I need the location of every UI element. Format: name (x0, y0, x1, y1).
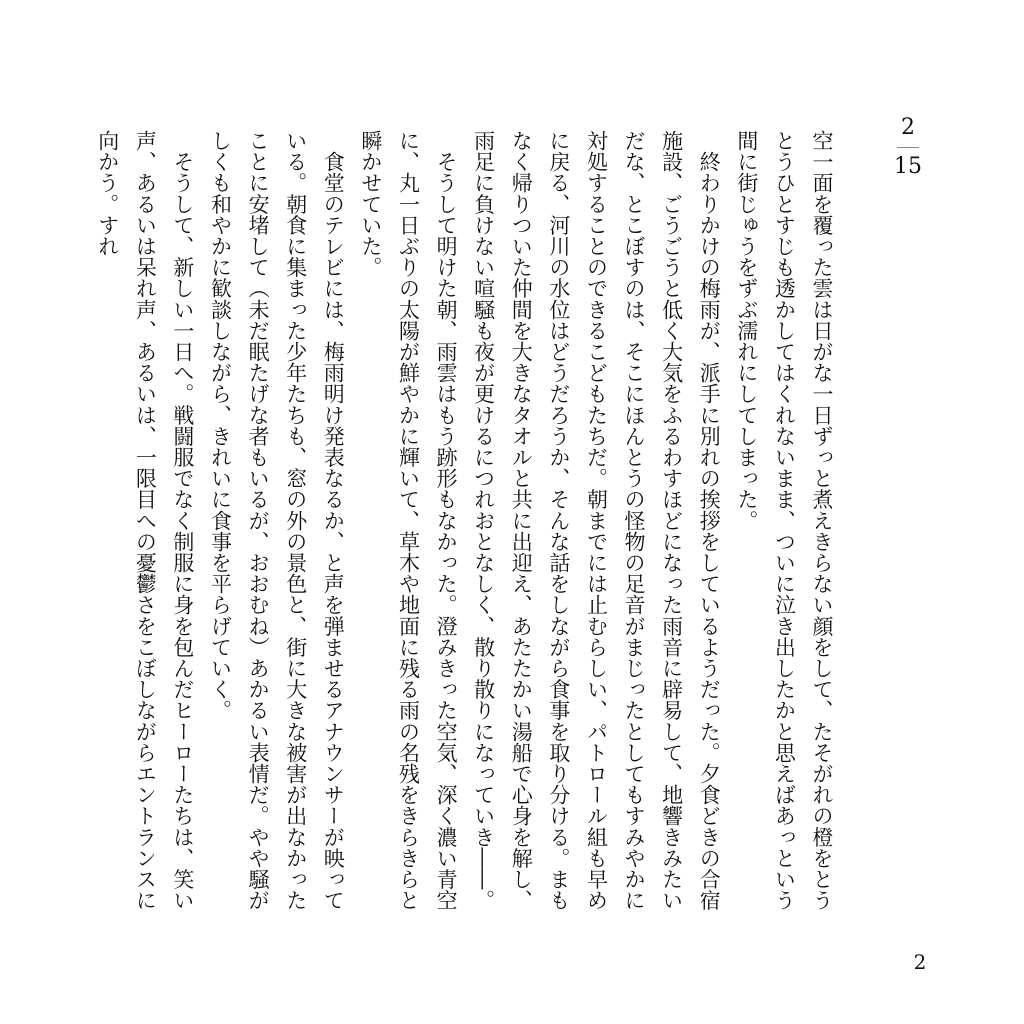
page-number: 2 (913, 950, 927, 974)
chapter-indicator (888, 117, 928, 178)
paragraph: そうして、新しい一日へ。戦闘服でなく制服に身を包んだヒーローたちは、笑い声、あるいは呆れ声、あるいは、一限目への憂鬱さをこぼしながらエントランスに向かう。すれ (95, 130, 195, 911)
chapter-divider (897, 147, 919, 148)
paragraph: 空一面を覆った雲は日がな一日ずっと煮えきらない顔をして、たそがれの橙をとうとうひとすじも透かしてはくれないまま、ついに泣き出したかと思えばあっという間に街じゅうをずぶ濡れにしてしまった。 (734, 130, 834, 911)
vertical-body-text (95, 130, 840, 920)
chapter-total: 15 (894, 154, 922, 179)
paragraph: 終わりかけの梅雨が、派手に別れの挨拶をしているようだった。夕食どきの合宿施設、ごうごうと低く大気をふるわすほどになった雨音に辟易して、地響きみたいだな、とこぼすのは、そこにほんとうの怪物の足音がまじったとしてもすみやかに対処することのできるこどもたちだ。朝までには止むらしい、パトロール組も早めに戻る、河川の水位はどうだろうか、そんな話をしながら食事を取り分ける。まもなく帰りついた仲間を大きなタオルと共に出迎え、あたたかい湯船で心身を解し、雨足に負けない喧騒も夜が更けるにつれおとなしく、散り散りになっていき――。 (471, 130, 722, 911)
paragraph: そうして明けた朝、雨雲はもう跡形もなかった。澄みきった空気、深く濃い青空に、丸一日ぶりの太陽が鮮やかに輝いて、草木や地面に残る雨の名残をきらきらと瞬かせていた。 (358, 130, 459, 911)
paragraph: 食堂のテレビには、梅雨明け発表なるか、と声を弾ませるアナウンサーが映っている。朝食に集まった少年たちも、窓の外の景色と、街に大きな被害が出なかったことに安堵して（未だ眠たげな者もいるが、おおむね）あかるい表情だ。やや騒がしくも和やかに歓談しながら、きれいに食事を平らげていく。 (208, 130, 346, 911)
chapter-number: 2 (901, 115, 915, 140)
